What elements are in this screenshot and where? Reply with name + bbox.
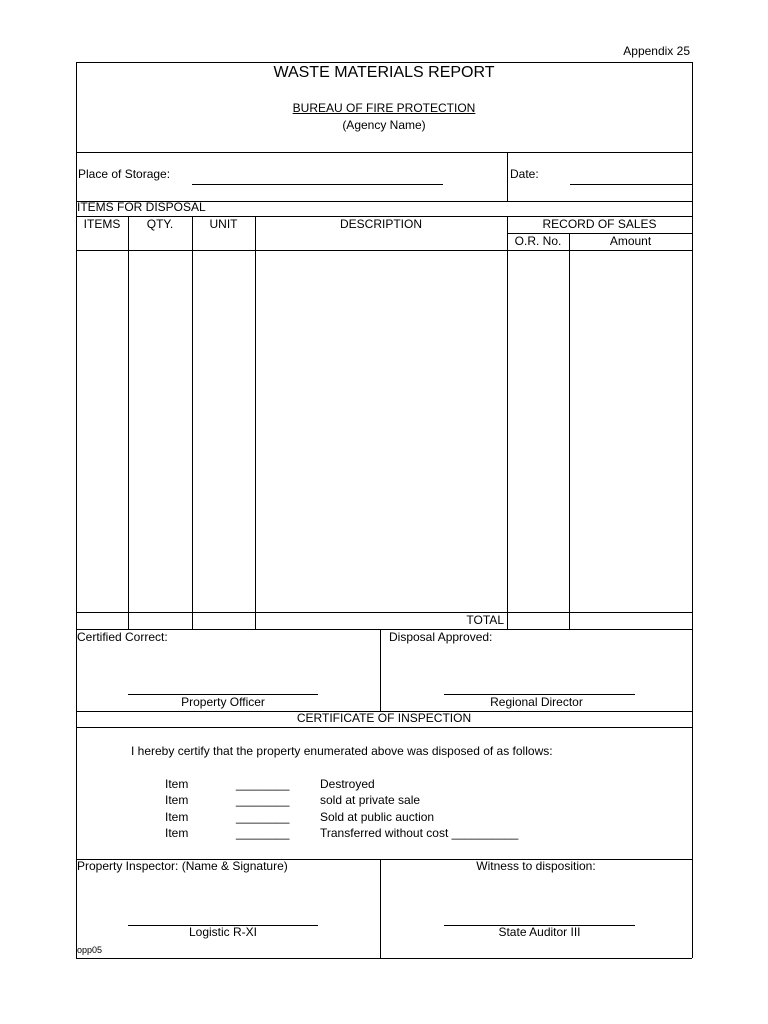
col-divider-unit: [255, 216, 256, 629]
col-header-qty: QTY.: [146, 217, 174, 231]
col-divider-qty: [192, 216, 193, 629]
col-divider-description: [507, 216, 508, 629]
place-of-storage-label: Place of Storage:: [78, 167, 171, 181]
frame-right: [692, 62, 693, 958]
col-header-description: DESCRIPTION: [339, 217, 422, 231]
frame-bottom: [76, 958, 692, 959]
regional-director-caption: Regional Director: [490, 695, 583, 709]
certificate-of-inspection-heading: CERTIFICATE OF INSPECTION: [296, 711, 472, 725]
disposition-text: sold at private sale: [320, 793, 421, 807]
disposition-item-label: Item: [165, 793, 189, 807]
col-header-record-of-sales: RECORD OF SALES: [542, 217, 657, 231]
date-field[interactable]: [570, 184, 692, 185]
disposition-text: Sold at public auction: [320, 810, 435, 824]
col-divider-orno: [569, 233, 570, 629]
total-row-top: [76, 612, 692, 613]
disposition-item-label: Item: [165, 810, 189, 824]
disposition-blank[interactable]: ________: [236, 810, 290, 824]
col-header-amount: Amount: [609, 234, 652, 248]
agency-name: BUREAU OF FIRE PROTECTION: [292, 101, 476, 115]
certified-correct-label: Certified Correct:: [77, 630, 168, 644]
disposition-blank[interactable]: ________: [236, 826, 290, 840]
title-divider: [76, 152, 692, 153]
signature-divider: [380, 859, 381, 958]
disposition-text: Transferred without cost __________: [320, 826, 519, 840]
date-label: Date:: [510, 167, 539, 181]
header-bottom-divider: [76, 250, 692, 251]
witness-label: Witness to disposition:: [476, 859, 596, 873]
total-row-bottom: [76, 629, 692, 630]
frame-left: [76, 62, 77, 958]
state-auditor-caption: State Auditor III: [498, 925, 581, 939]
appendix-label: Appendix 25: [623, 44, 690, 58]
report-title: WASTE MATERIALS REPORT: [273, 64, 495, 81]
disposal-approved-label: Disposal Approved:: [389, 630, 493, 644]
agency-caption: (Agency Name): [342, 118, 426, 132]
disposition-text: Destroyed: [320, 777, 375, 791]
logistic-caption: Logistic R-XI: [188, 925, 258, 939]
disposition-item-label: Item: [165, 826, 189, 840]
col-header-unit: UNIT: [209, 217, 238, 231]
certificate-heading-divider: [76, 727, 692, 728]
frame-top: [76, 62, 692, 63]
col-divider-items: [128, 216, 129, 629]
disposition-blank[interactable]: ________: [236, 777, 290, 791]
col-header-or-no: O.R. No.: [514, 234, 562, 248]
items-for-disposal-heading: ITEMS FOR DISPOSAL: [77, 200, 206, 214]
col-header-items: ITEMS: [83, 217, 121, 231]
place-of-storage-field[interactable]: [192, 184, 443, 185]
property-officer-caption: Property Officer: [181, 695, 265, 709]
property-inspector-label: Property Inspector: (Name & Signature): [77, 859, 288, 873]
approval-divider: [380, 629, 381, 711]
disposition-item-label: Item: [165, 777, 189, 791]
disposition-blank[interactable]: ________: [236, 793, 290, 807]
total-label: TOTAL: [466, 613, 504, 627]
certify-statement: I hereby certify that the property enumerated above was disposed of as follows:: [131, 744, 553, 758]
form-code: opp05: [77, 945, 103, 955]
date-divider: [507, 152, 508, 201]
